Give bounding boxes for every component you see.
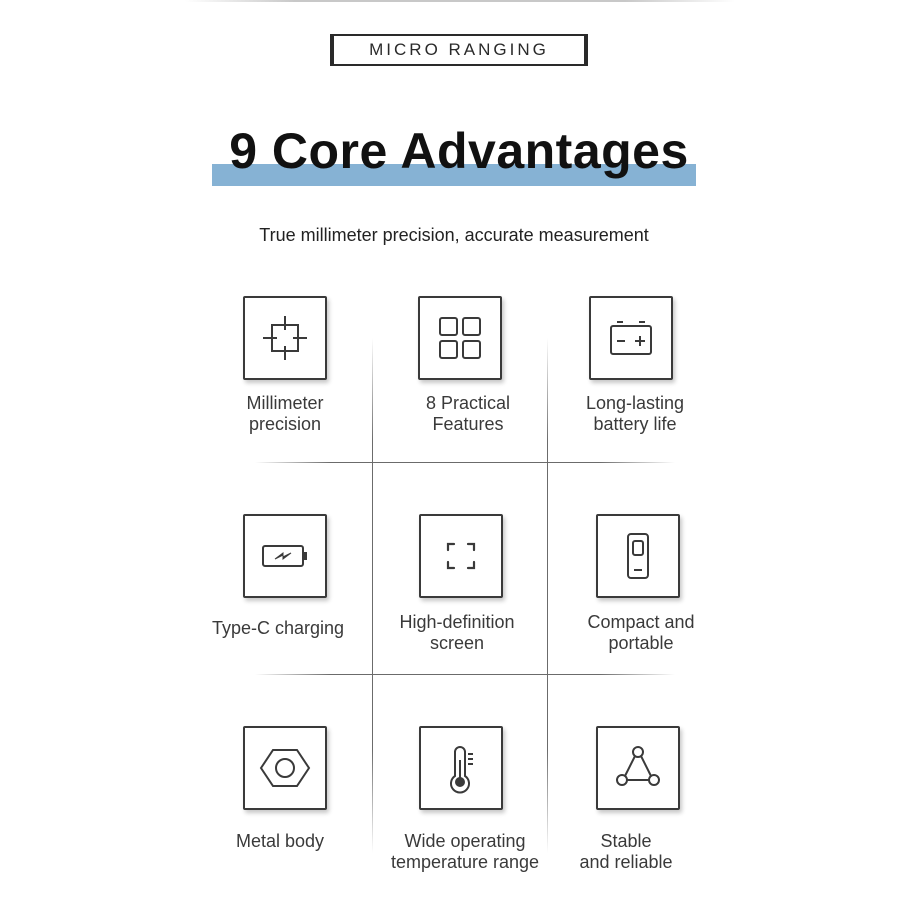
feature-label-line2: portable [608, 633, 674, 653]
grid-divider-vertical-1 [372, 338, 373, 853]
feature-label-line1: Type-C charging [211, 618, 345, 638]
grid-divider-vertical-2 [547, 338, 548, 853]
battery-icon [589, 296, 673, 380]
feature-label-line2: battery life [593, 414, 677, 434]
grid-divider-horizontal-2 [255, 674, 675, 675]
triangle-nodes-icon [596, 726, 680, 810]
feature-label-line1: High-definition [399, 612, 515, 632]
grid-divider-horizontal-1 [255, 462, 675, 463]
feature-label-line1: Millimeter [246, 393, 324, 413]
feature-label-line1: Stable [600, 831, 652, 851]
thermometer-icon [419, 726, 503, 810]
crosshair-icon [243, 296, 327, 380]
page-title: 9 Core Advantages [229, 123, 689, 179]
hex-nut-icon [243, 726, 327, 810]
feature-label-line2: temperature range [390, 852, 540, 872]
screen-icon [419, 514, 503, 598]
feature-label-line1: Metal body [235, 831, 325, 851]
feature-label-line1: Wide operating [404, 831, 526, 851]
top-divider [185, 0, 735, 2]
charging-icon [243, 514, 327, 598]
grid-icon [418, 296, 502, 380]
brand-label: MICRO RANGING [330, 34, 588, 66]
feature-label-line1: Compact and [587, 612, 695, 632]
feature-label-line2: precision [248, 414, 322, 434]
page-subtitle: True millimeter precision, accurate measurement [259, 225, 649, 245]
feature-label-line1: Long-lasting [585, 393, 685, 413]
feature-label-line1: 8 Practical [425, 393, 511, 413]
feature-label-line2: Features [432, 414, 504, 434]
device-icon [596, 514, 680, 598]
feature-label-line2: screen [429, 633, 485, 653]
feature-label-line2: and reliable [579, 852, 673, 872]
